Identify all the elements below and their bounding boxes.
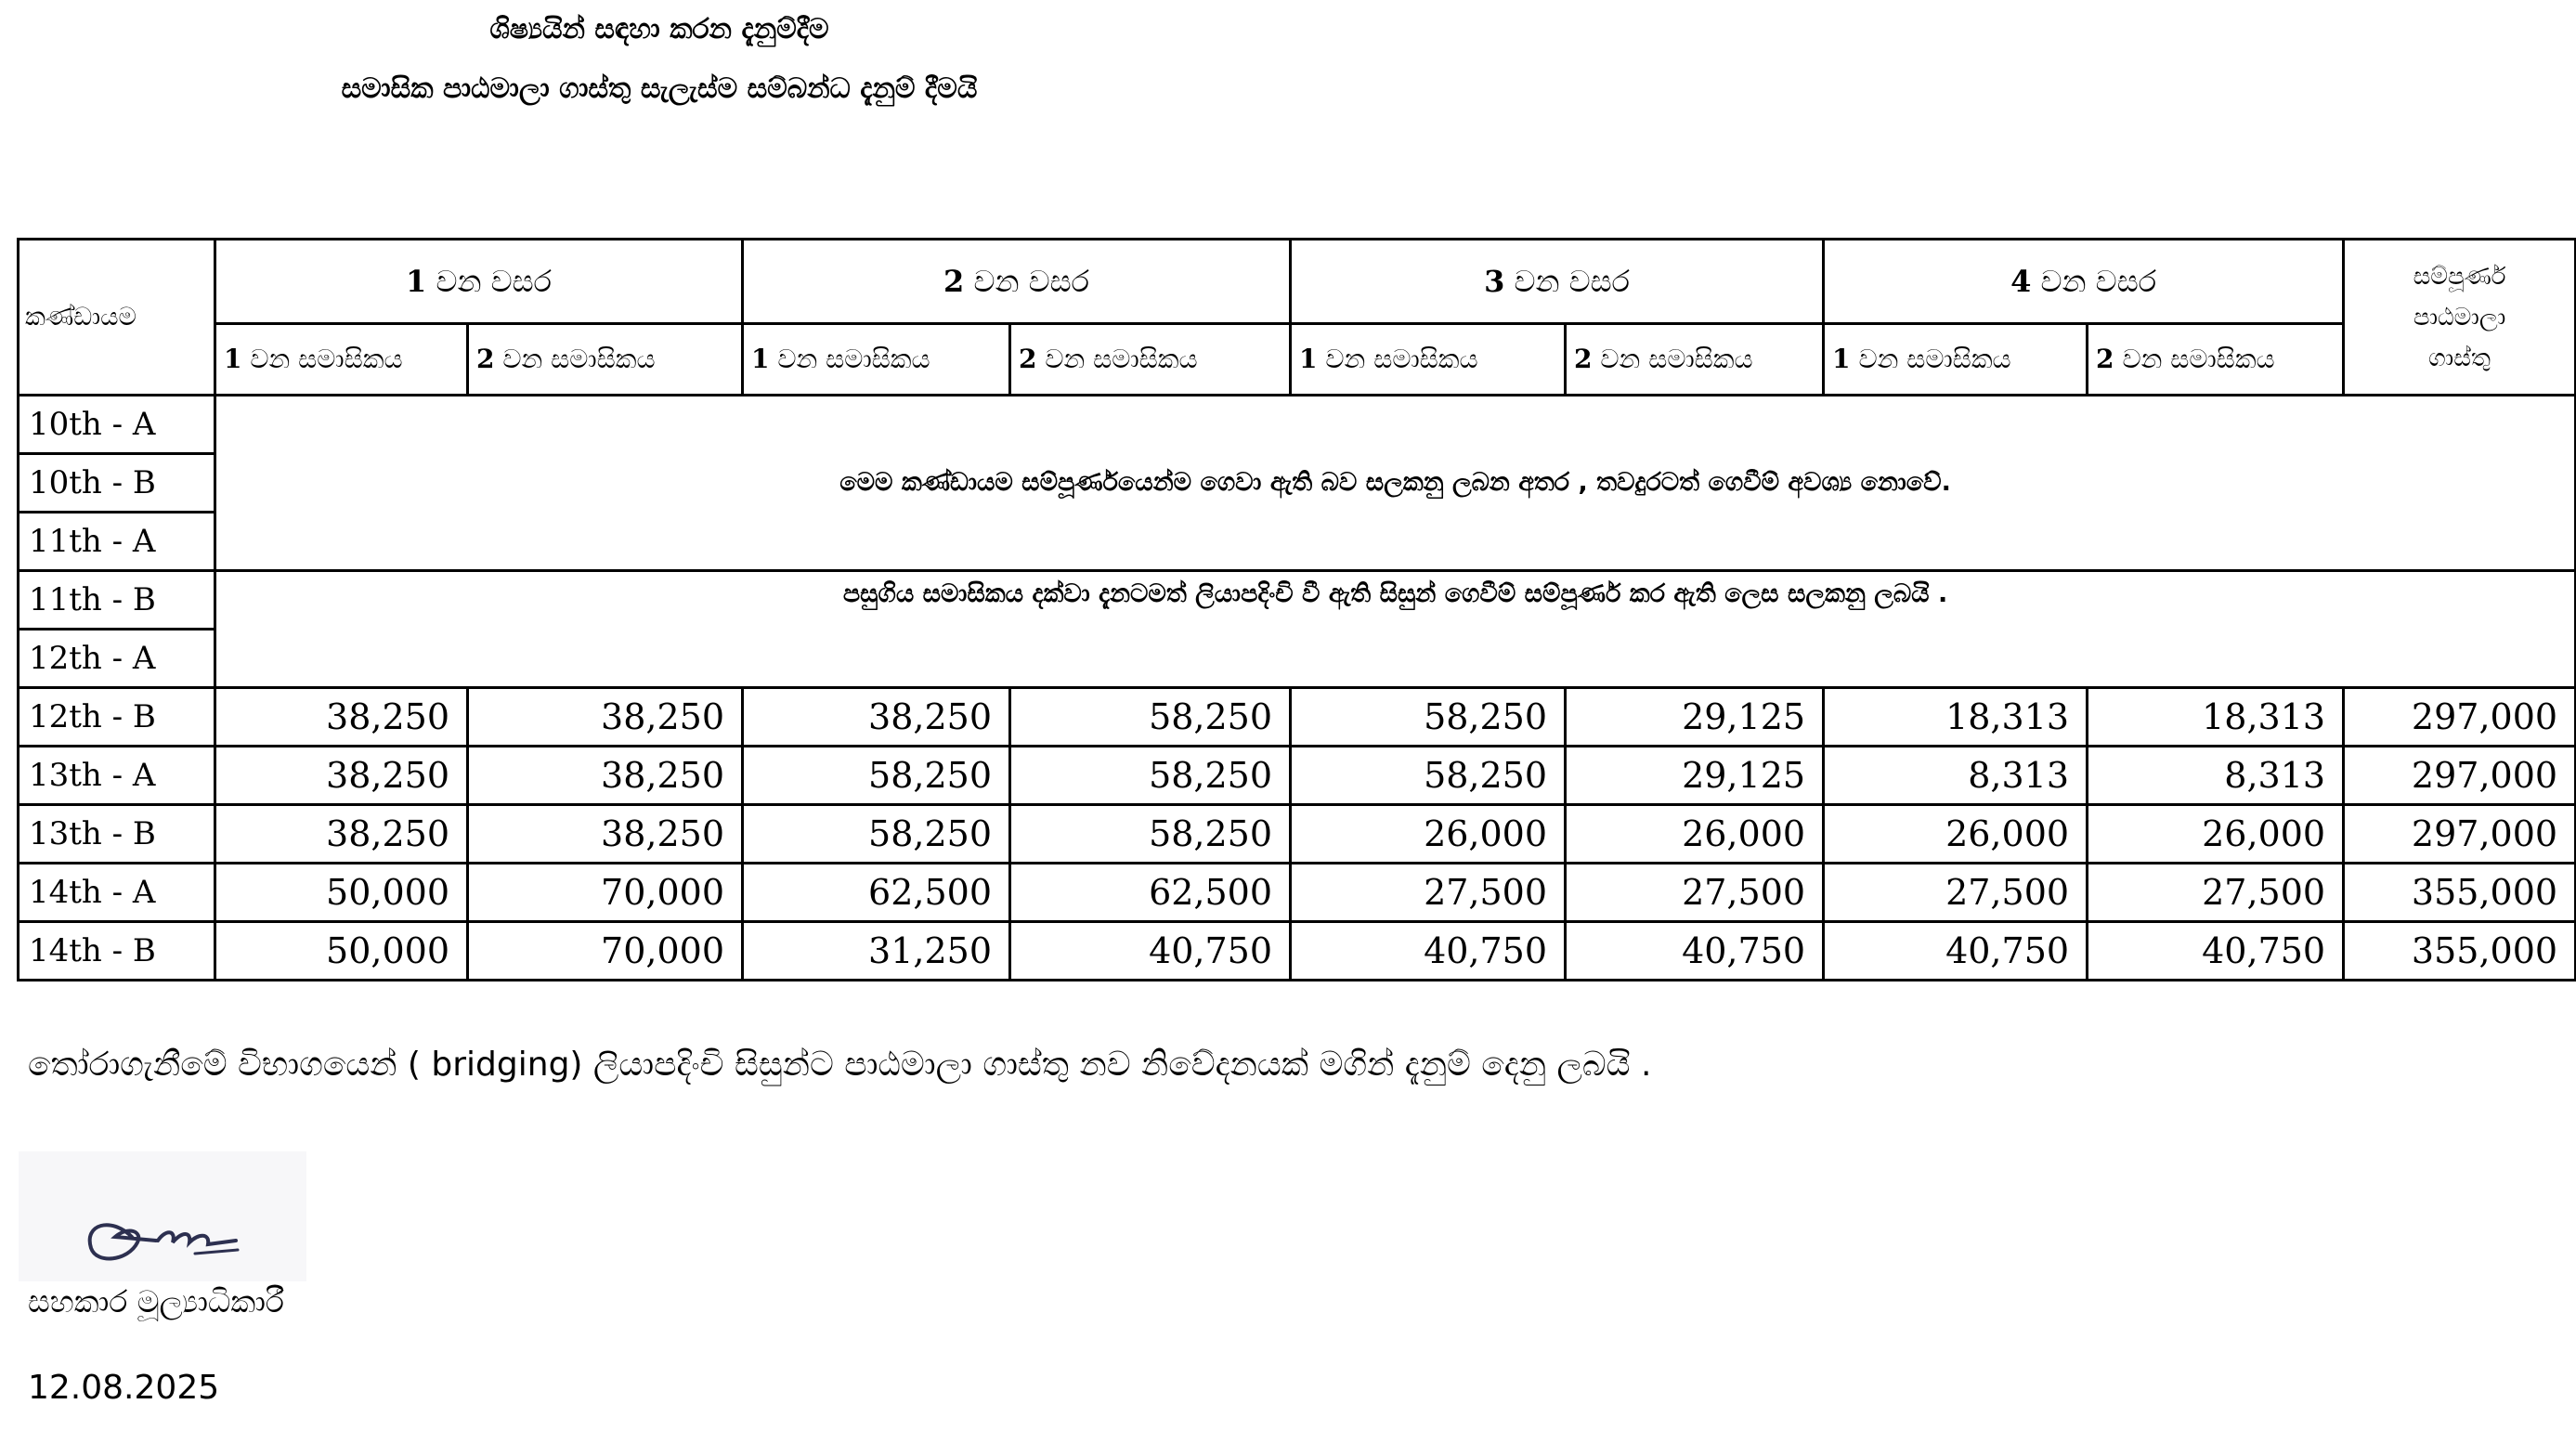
fee-schedule-table — [17, 238, 2576, 982]
semester-header: 2 වන සමාසිකය — [2088, 324, 2344, 396]
fee-cell: 27,500 — [1566, 864, 1824, 922]
fee-cell: 58,250 — [1291, 688, 1566, 747]
table-row — [19, 864, 2576, 922]
fee-cell: 31,250 — [743, 922, 1010, 981]
table-row — [19, 922, 2576, 981]
fee-cell: 62,500 — [743, 864, 1010, 922]
fee-cell: 58,250 — [1010, 688, 1291, 747]
fee-cell: 29,125 — [1566, 688, 1824, 747]
group-cell: 10th - B — [19, 454, 215, 513]
group-cell: 12th - A — [19, 630, 215, 688]
semester-header: 2 වන සමාසිකය — [468, 324, 743, 396]
notice-date: 12.08.2025 — [28, 1369, 220, 1407]
total-fee-cell: 355,000 — [2344, 864, 2576, 922]
fee-cell: 18,313 — [1824, 688, 2088, 747]
total-fee-column-header: සම්පූර්ණ පාඨමාලා ගාස්තු — [2344, 240, 2576, 396]
group-cell: 13th - A — [19, 747, 215, 805]
fee-cell: 58,250 — [1010, 805, 1291, 864]
fee-cell: 27,500 — [1291, 864, 1566, 922]
total-fee-cell: 297,000 — [2344, 688, 2576, 747]
fee-cell: 58,250 — [1010, 747, 1291, 805]
group-cell: 14th - A — [19, 864, 215, 922]
fee-cell: 50,000 — [215, 922, 468, 981]
semester-header: 2 වන සමාසිකය — [1566, 324, 1824, 396]
group-cell: 14th - B — [19, 922, 215, 981]
semester-header: 1 වන සමාසිකය — [1824, 324, 2088, 396]
fee-cell: 58,250 — [743, 747, 1010, 805]
fee-cell: 26,000 — [2088, 805, 2344, 864]
fee-rows — [19, 688, 2576, 981]
table-row — [19, 571, 2576, 630]
fee-cell: 8,313 — [2088, 747, 2344, 805]
fee-cell: 40,750 — [2088, 922, 2344, 981]
year-header-row — [19, 240, 2576, 324]
total-fee-cell: 355,000 — [2344, 922, 2576, 981]
fee-cell: 70,000 — [468, 864, 743, 922]
group-cell: 13th - B — [19, 805, 215, 864]
signature-image — [19, 1151, 306, 1281]
fee-cell: 8,313 — [1824, 747, 2088, 805]
fee-cell: 29,125 — [1566, 747, 1824, 805]
notice-title: ශිෂ්‍යයින් සඳහා කරන දැනුම්දීම — [489, 13, 829, 46]
group-cell: 10th - A — [19, 396, 215, 454]
fee-cell: 58,250 — [743, 805, 1010, 864]
fee-cell: 50,000 — [215, 864, 468, 922]
fee-cell: 18,313 — [2088, 688, 2344, 747]
fee-cell: 40,750 — [1566, 922, 1824, 981]
semester-header: 1 වන සමාසිකය — [215, 324, 468, 396]
signatory-title: සහකාර මූල්‍යාධිකාරී — [28, 1283, 284, 1320]
fee-cell: 70,000 — [468, 922, 743, 981]
table-row — [19, 805, 2576, 864]
table-row — [19, 747, 2576, 805]
fee-cell: 38,250 — [468, 688, 743, 747]
notice-subtitle: සමාසික පාඨමාලා ගාස්තු සැලැස්ම සම්බන්ධ දැනුම් දීමයි — [341, 72, 978, 105]
fee-cell: 38,250 — [215, 747, 468, 805]
bridging-note: තෝරාගැනීමේ විභාගයෙන් ( bridging) ලියාපදිංචි සිසුන්ට පාඨමාලා ගාස්තු නව නිවේදනයක් මගින් දැනුම් දෙනු ලබයි . — [28, 1046, 1652, 1084]
semester-header-row — [19, 324, 2576, 396]
fee-cell: 26,000 — [1824, 805, 2088, 864]
year-2-header: 2 වන වසර — [743, 240, 1291, 324]
last-semester-note: පසුගිය සමාසිකය දක්වා දැනටමත් ලියාපදිංචි වී ඇති සිසුන් ගෙවීම් සම්පූර්ණ කර ඇති ලෙස සලකනු ලබයි . — [215, 571, 2576, 688]
total-fee-cell: 297,000 — [2344, 805, 2576, 864]
group-cell: 11th - A — [19, 513, 215, 571]
fee-cell: 27,500 — [1824, 864, 2088, 922]
semester-header: 1 වන සමාසිකය — [743, 324, 1010, 396]
group-column-header: කණ්ඩායම — [19, 240, 215, 396]
fee-cell: 40,750 — [1824, 922, 2088, 981]
semester-header: 1 වන සමාසිකය — [1291, 324, 1566, 396]
fully-paid-note: මෙම කණ්ඩායම සම්පූර්ණයෙන්ම ගෙවා ඇති බව සලකනු ලබන අතර , තවදුරටත් ගෙවීම් අවශ්‍ය නොවේ. — [215, 396, 2576, 571]
fee-cell: 38,250 — [215, 805, 468, 864]
fee-cell: 62,500 — [1010, 864, 1291, 922]
fee-cell: 38,250 — [215, 688, 468, 747]
year-1-header: 1 වන වසර — [215, 240, 743, 324]
fee-cell: 38,250 — [743, 688, 1010, 747]
table-row — [19, 396, 2576, 454]
fee-cell: 38,250 — [468, 805, 743, 864]
fee-cell: 26,000 — [1566, 805, 1824, 864]
group-cell: 11th - B — [19, 571, 215, 630]
year-3-header: 3 වන වසර — [1291, 240, 1824, 324]
fee-cell: 58,250 — [1291, 747, 1566, 805]
total-fee-cell: 297,000 — [2344, 747, 2576, 805]
semester-header: 2 වන සමාසිකය — [1010, 324, 1291, 396]
year-4-header: 4 වන වසර — [1824, 240, 2344, 324]
fee-cell: 40,750 — [1291, 922, 1566, 981]
group-cell: 12th - B — [19, 688, 215, 747]
fee-cell: 26,000 — [1291, 805, 1566, 864]
fee-cell: 27,500 — [2088, 864, 2344, 922]
fee-cell: 40,750 — [1010, 922, 1291, 981]
fee-cell: 38,250 — [468, 747, 743, 805]
table-row — [19, 688, 2576, 747]
